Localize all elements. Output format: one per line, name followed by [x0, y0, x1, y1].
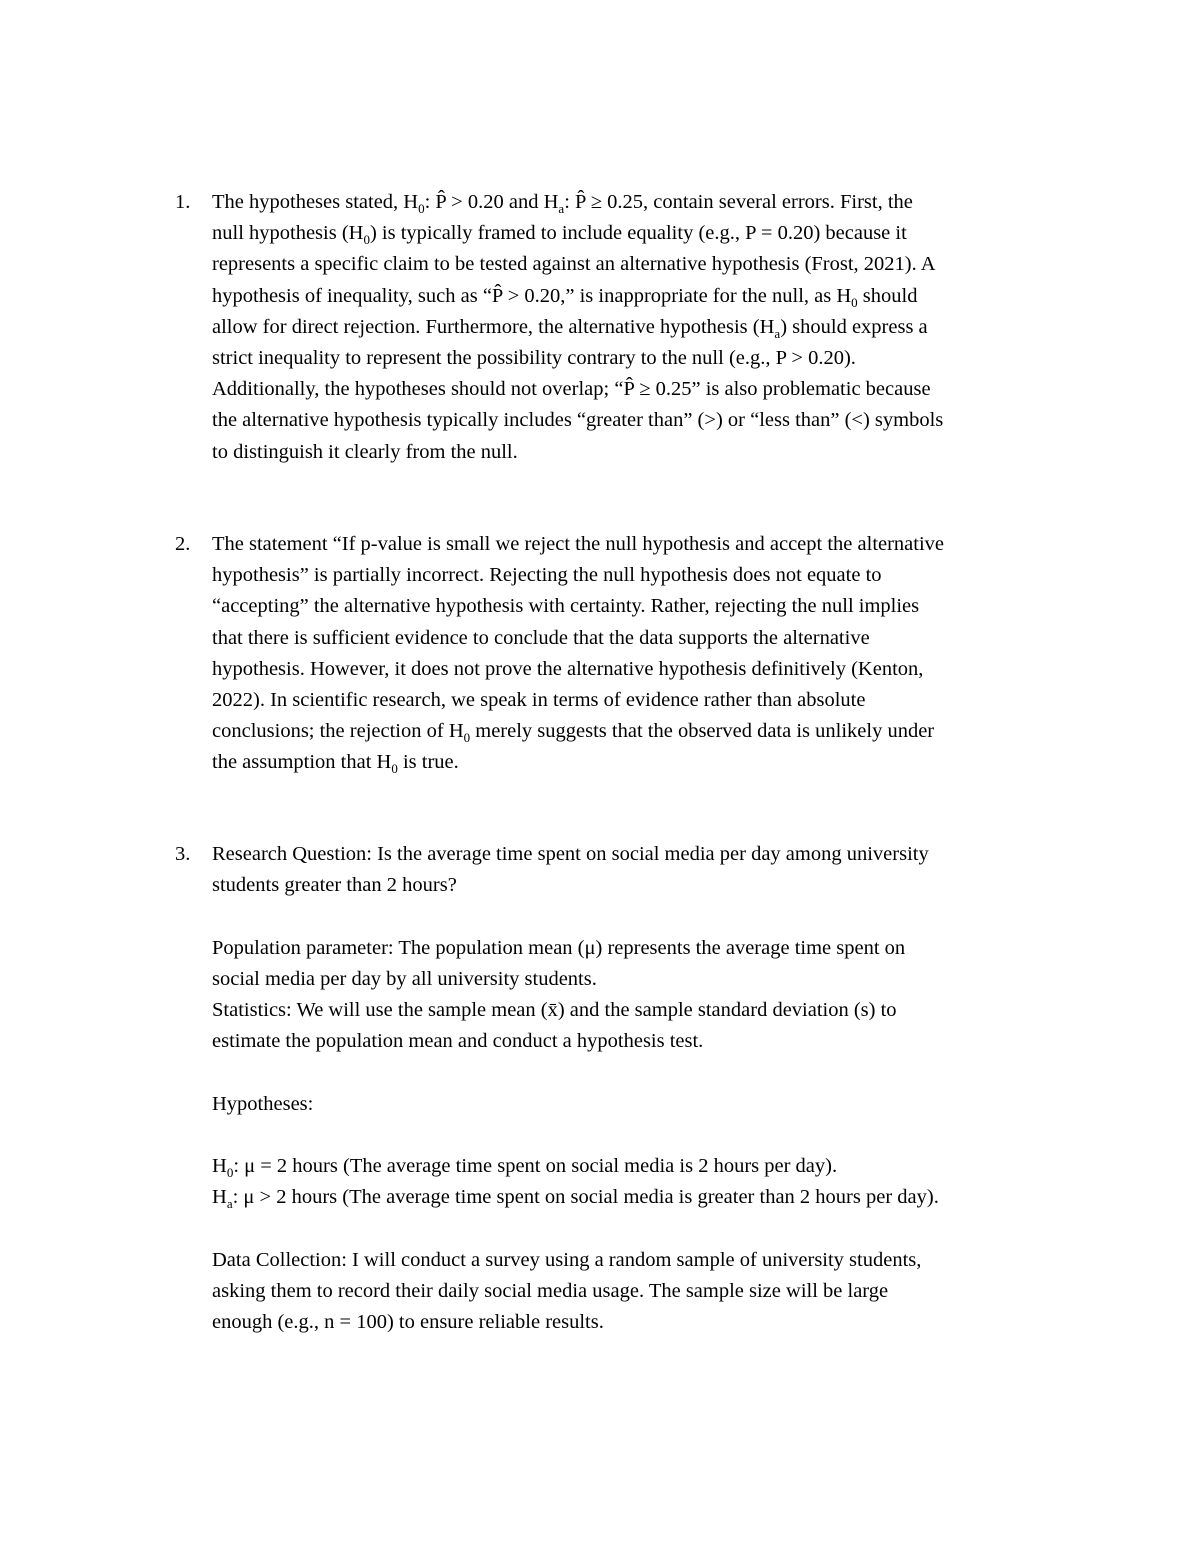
- text-run: Statistics: We will use the sample mean (x̄) and the sample standard deviation (s) to: [212, 999, 897, 1021]
- text-line: [212, 1089, 313, 1120]
- text-run: hypothesis of inequality, such as “P̂ > 0.20,” is inappropriate for the null, as H: [212, 284, 852, 307]
- text-run: the assumption that H: [212, 751, 392, 774]
- text-run: allow for direct rejection. Furthermore, the alternative hypothesis (H: [212, 315, 775, 338]
- text-run: strict inequality to represent the possibility contrary to the null (e.g., P > 0.20).: [212, 347, 856, 369]
- text-line: [212, 187, 913, 218]
- text-line: [212, 839, 929, 870]
- text-line: [212, 1151, 837, 1182]
- text-line: [212, 933, 905, 964]
- text-run: Hypotheses:: [212, 1092, 314, 1115]
- text-line: [212, 560, 882, 591]
- text-line: [212, 249, 936, 280]
- text-line: [212, 374, 931, 405]
- list-number: 2.: [175, 533, 191, 555]
- text-run: represents a specific claim to be tested against an alternative hypothesis (Frost, 2021). A: [212, 253, 936, 276]
- text-run: null hypothesis (H: [212, 222, 364, 245]
- text-run: the alternative hypothesis typically includes “greater than” (>) or “less than” (<) symbols: [212, 409, 944, 432]
- subscript: 0: [226, 1165, 234, 1180]
- text-run: The hypotheses stated, H: [212, 191, 419, 213]
- text-run: Additionally, the hypotheses should not overlap; “P̂ ≥ 0.25” is also problematic because: [212, 378, 931, 401]
- text-line: [212, 964, 597, 995]
- text-line: [212, 405, 943, 436]
- subscript: a: [226, 1196, 233, 1212]
- text-run: merely suggests that the observed data is unlikely under: [470, 720, 935, 743]
- text-run: that there is sufficient evidence to conclude that the data supports the alternative: [212, 626, 870, 649]
- subscript: 0: [418, 201, 425, 216]
- subscript: a: [774, 325, 781, 341]
- text-line: [212, 281, 917, 312]
- subscript: 0: [363, 232, 370, 248]
- text-line: [212, 437, 518, 468]
- list-number: 3.: [175, 843, 191, 865]
- text-line: [212, 529, 944, 560]
- text-run: students greater than 2 hours?: [212, 874, 457, 897]
- text-run: estimate the population mean and conduct a hypothesis test.: [212, 1030, 704, 1053]
- text-run: ) should express a: [780, 315, 928, 338]
- text-run: : μ = 2 hours (The average time spent on social media is 2 hours per day).: [233, 1155, 838, 1177]
- text-line: [212, 218, 907, 249]
- text-line: [212, 870, 457, 901]
- text-run: Population parameter: The population mean (μ) represents the average time spent on: [212, 936, 906, 959]
- text-line: [212, 747, 459, 778]
- text-line: [212, 1307, 604, 1338]
- text-run: Data Collection: I will conduct a survey using a random sample of university students,: [212, 1248, 922, 1271]
- subscript: 0: [391, 761, 398, 777]
- text-run: 2022). In scientific research, we speak in terms of evidence rather than absolute: [212, 689, 866, 711]
- text-line: [212, 343, 856, 374]
- text-run: to distinguish it clearly from the null.: [212, 440, 518, 463]
- text-run: H: [212, 1186, 227, 1209]
- text-line: [212, 1245, 921, 1276]
- text-run: should: [857, 284, 918, 307]
- text-run: hypothesis” is partially incorrect. Rejecting the null hypothesis does not equate to: [212, 564, 882, 587]
- text-run: asking them to record their daily social media usage. The sample size will be large: [212, 1279, 889, 1302]
- text-run: conclusions; the rejection of H: [212, 720, 464, 743]
- text-line: [212, 716, 934, 747]
- text-line: [212, 995, 897, 1026]
- list-number: 1.: [175, 191, 191, 213]
- text-run: The statement “If p-value is small we reject the null hypothesis and accept the alternative: [212, 533, 945, 555]
- text-run: : μ > 2 hours (The average time spent on social media is greater than 2 hours per day).: [232, 1186, 939, 1209]
- subscript: 0: [463, 730, 471, 746]
- text-run: H: [212, 1155, 227, 1177]
- text-run: is true.: [397, 751, 459, 774]
- text-run: : P̂ ≥ 0.25, contain several errors. First, the: [564, 191, 913, 213]
- text-line: [212, 591, 919, 622]
- text-run: ) is typically framed to include equality (e.g., P = 0.20) because it: [369, 222, 907, 245]
- text-run: : P̂ > 0.20 and H: [424, 191, 559, 213]
- text-run: enough (e.g., n = 100) to ensure reliable results.: [212, 1311, 604, 1333]
- text-line: [212, 623, 870, 654]
- subscript: a: [558, 201, 565, 216]
- text-run: social media per day by all university students.: [212, 967, 597, 990]
- subscript: 0: [851, 294, 858, 310]
- text-run: “accepting” the alternative hypothesis with certainty. Rather, rejecting the null implies: [212, 595, 920, 618]
- text-run: hypothesis. However, it does not prove the alternative hypothesis definitively (Kenton,: [212, 657, 924, 680]
- text-line: [212, 1182, 939, 1213]
- text-line: [212, 1276, 888, 1307]
- text-run: Research Question: Is the average time spent on social media per day among university: [212, 843, 929, 865]
- text-line: [212, 1026, 703, 1057]
- text-line: [212, 654, 923, 685]
- text-line: [212, 312, 928, 343]
- text-line: [212, 685, 865, 716]
